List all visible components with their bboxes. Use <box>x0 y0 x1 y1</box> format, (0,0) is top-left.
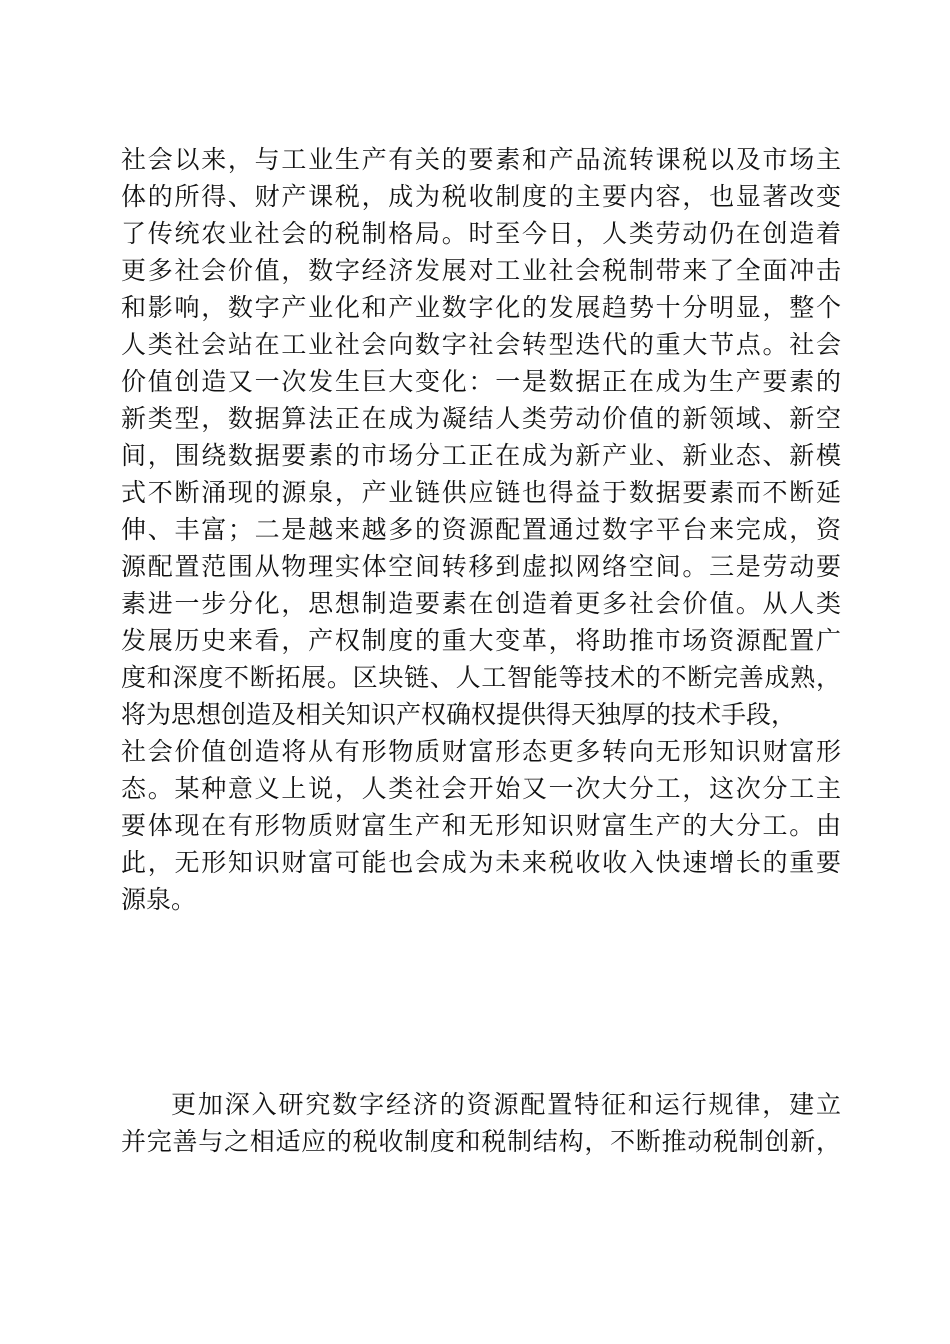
text-line: 此，无形知识财富可能也会成为未来税收收入快速增长的重要 <box>121 848 841 877</box>
text-line: 和影响，数字产业化和产业数字化的发展趋势十分明显，整个 <box>121 293 841 322</box>
text-line: 体的所得、财产课税，成为税收制度的主要内容，也显著改变 <box>121 182 841 211</box>
text-line: 将为思想创造及相关知识产权确权提供得天独厚的技术手段， <box>121 700 797 729</box>
text-line: 人类社会站在工业社会向数字社会转型迭代的重大节点。社会 <box>121 330 841 359</box>
text-line: 发展历史来看，产权制度的重大变革，将助推市场资源配置广 <box>121 626 841 655</box>
paragraph-2 <box>121 1086 841 1160</box>
text-line: 社会以来，与工业生产有关的要素和产品流转课税以及市场主 <box>121 145 841 174</box>
text-line: 社会价值创造将从有形物质财富形态更多转向无形知识财富形 <box>121 737 841 766</box>
text-line: 间，围绕数据要素的市场分工正在成为新产业、新业态、新模 <box>121 441 841 470</box>
text-line: 更多社会价值，数字经济发展对工业社会税制带来了全面冲击 <box>121 256 841 285</box>
text-line: 了传统农业社会的税制格局。时至今日，人类劳动仍在创造着 <box>121 219 841 248</box>
text-line: 度和深度不断拓展。区块链、人工智能等技术的不断完善成熟， <box>121 663 841 692</box>
text-line: 新类型，数据算法正在成为凝结人类劳动价值的新领域、新空 <box>121 404 841 433</box>
text-line: 态。某种意义上说，人类社会开始又一次大分工，这次分工主 <box>121 774 841 803</box>
text-line: 源配置范围从物理实体空间转移到虚拟网络空间。三是劳动要 <box>121 552 841 581</box>
text-line: 并完善与之相适应的税收制度和税制结构，不断推动税制创新， <box>121 1127 841 1156</box>
text-line: 更加深入研究数字经济的资源配置特征和运行规律，建立 <box>171 1090 841 1119</box>
text-line: 源泉。 <box>121 885 197 914</box>
text-line: 要体现在有形物质财富生产和无形知识财富生产的大分工。由 <box>121 811 841 840</box>
text-line: 式不断涌现的源泉，产业链供应链也得益于数据要素而不断延 <box>121 478 841 507</box>
text-line: 价值创造又一次发生巨大变化：一是数据正在成为生产要素的 <box>121 367 841 396</box>
paragraph-1 <box>121 141 841 918</box>
text-line: 素进一步分化，思想制造要素在创造着更多社会价值。从人类 <box>121 589 841 618</box>
text-line: 伸、丰富；二是越来越多的资源配置通过数字平台来完成，资 <box>121 515 841 544</box>
